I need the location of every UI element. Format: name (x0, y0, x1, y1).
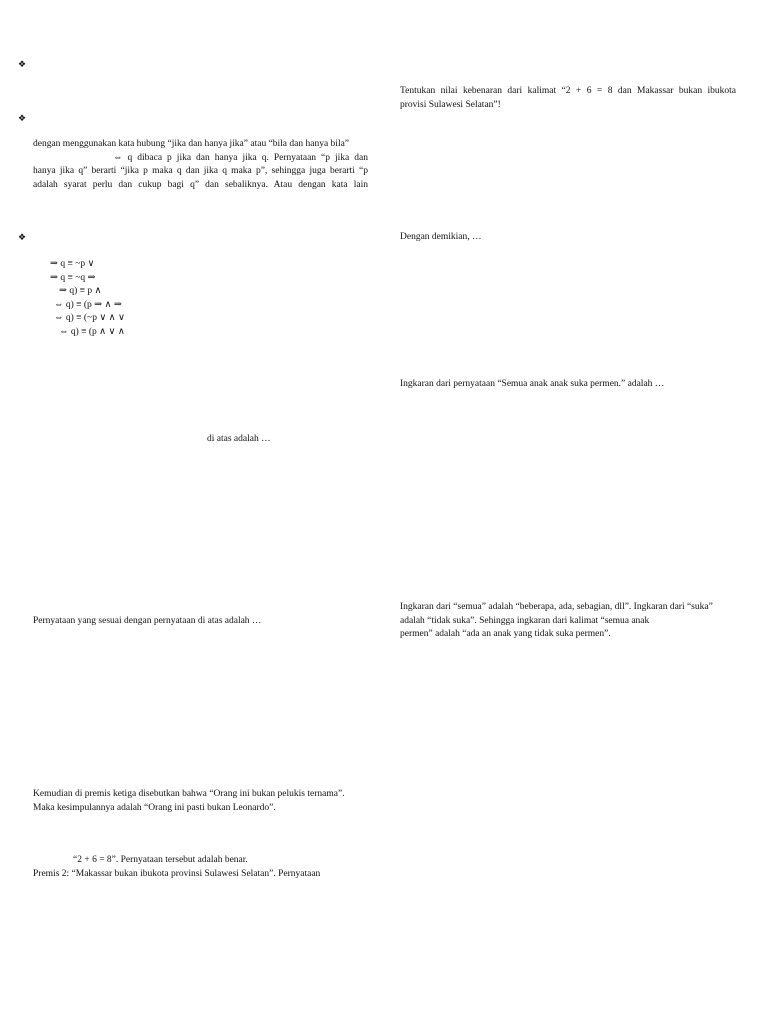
text-line: Dengan demikian, … (400, 232, 482, 242)
question-text: Pernyataan yang sesuai dengan pernyataan di atas adalah … (33, 616, 262, 626)
paragraph-tentukan (400, 85, 736, 112)
formula-list (0, 258, 360, 339)
text-line: ⇔ q dibaca p jika dan hanya jika q. Pernyataan “p jika dan (113, 152, 368, 163)
text-line: permen” adalah “ada an anak yang tidak suka permen”. (400, 629, 611, 639)
formula: ⇒ q ≡ ~p ∨ (50, 259, 95, 269)
text-line: hanya jika q” berarti “jika p maka q dan jika q maka p”, sehingga juga berarti “p (33, 166, 368, 176)
text-line: Tentukan nilai kebenaran dari kalimat “2 + 6 = 8 dan Makassar bukan ibukota (400, 86, 736, 96)
text-line: Premis 2: “Makassar bukan ibukota provinsi Sulawesi Selatan”. Pernyataan (33, 868, 321, 879)
text-line: “2 + 6 = 8”. Pernyataan tersebut adalah benar. (73, 855, 248, 865)
text-line: adalah “tidak suka”. Sehingga ingkaran dari kalimat “semua anak (400, 615, 650, 626)
paragraph-biconditional (33, 138, 368, 192)
formula: ⇔ q) ≡ (~p ∨ ∧ ∨ (54, 313, 125, 323)
paragraph-premis-ketiga (33, 788, 368, 815)
text-line: Ingkaran dari “semua” adalah “beberapa, ada, sebagian, dll”. Ingkaran dari “suka” (400, 602, 713, 612)
text-line: Kemudian di premis ketiga disebutkan bahwa “Orang ini bukan pelukis ternama”. (33, 789, 345, 799)
text-line: dengan menggunakan kata hubung “jika dan hanya jika” atau “bila dan hanya bila” (33, 139, 350, 149)
diamond-bullet-icon: ❖ (18, 60, 27, 70)
diamond-bullet-icon: ❖ (18, 114, 27, 124)
formula: ⇔ q) ≡ (p ⇒ ∧ ⇒ (54, 299, 122, 310)
formula: ⇔ q) ≡ (p ∧ ∨ ∧ (59, 326, 125, 337)
question-text: Ingkaran dari pernyataan “Semua anak anak suka permen.” adalah … (400, 379, 665, 389)
text-line: provisi Sulawesi Selatan”! (400, 99, 501, 110)
diamond-bullet-icon: ❖ (18, 233, 27, 243)
question-text: di atas adalah … (207, 434, 271, 444)
text-line: Maka kesimpulannya adalah “Orang ini pasti bukan Leonardo”. (33, 802, 276, 813)
paragraph-ingkaran-answer (400, 601, 736, 642)
paragraph-premis (33, 854, 368, 881)
text-line: adalah syarat perlu dan cukup bagi q” dan sebaliknya. Atau dengan kata lain (33, 179, 368, 190)
formula: ⇒ q) ≡ p ∧ (59, 286, 102, 296)
formula: ⇒ q ≡ ~q ⇒ (50, 272, 96, 283)
